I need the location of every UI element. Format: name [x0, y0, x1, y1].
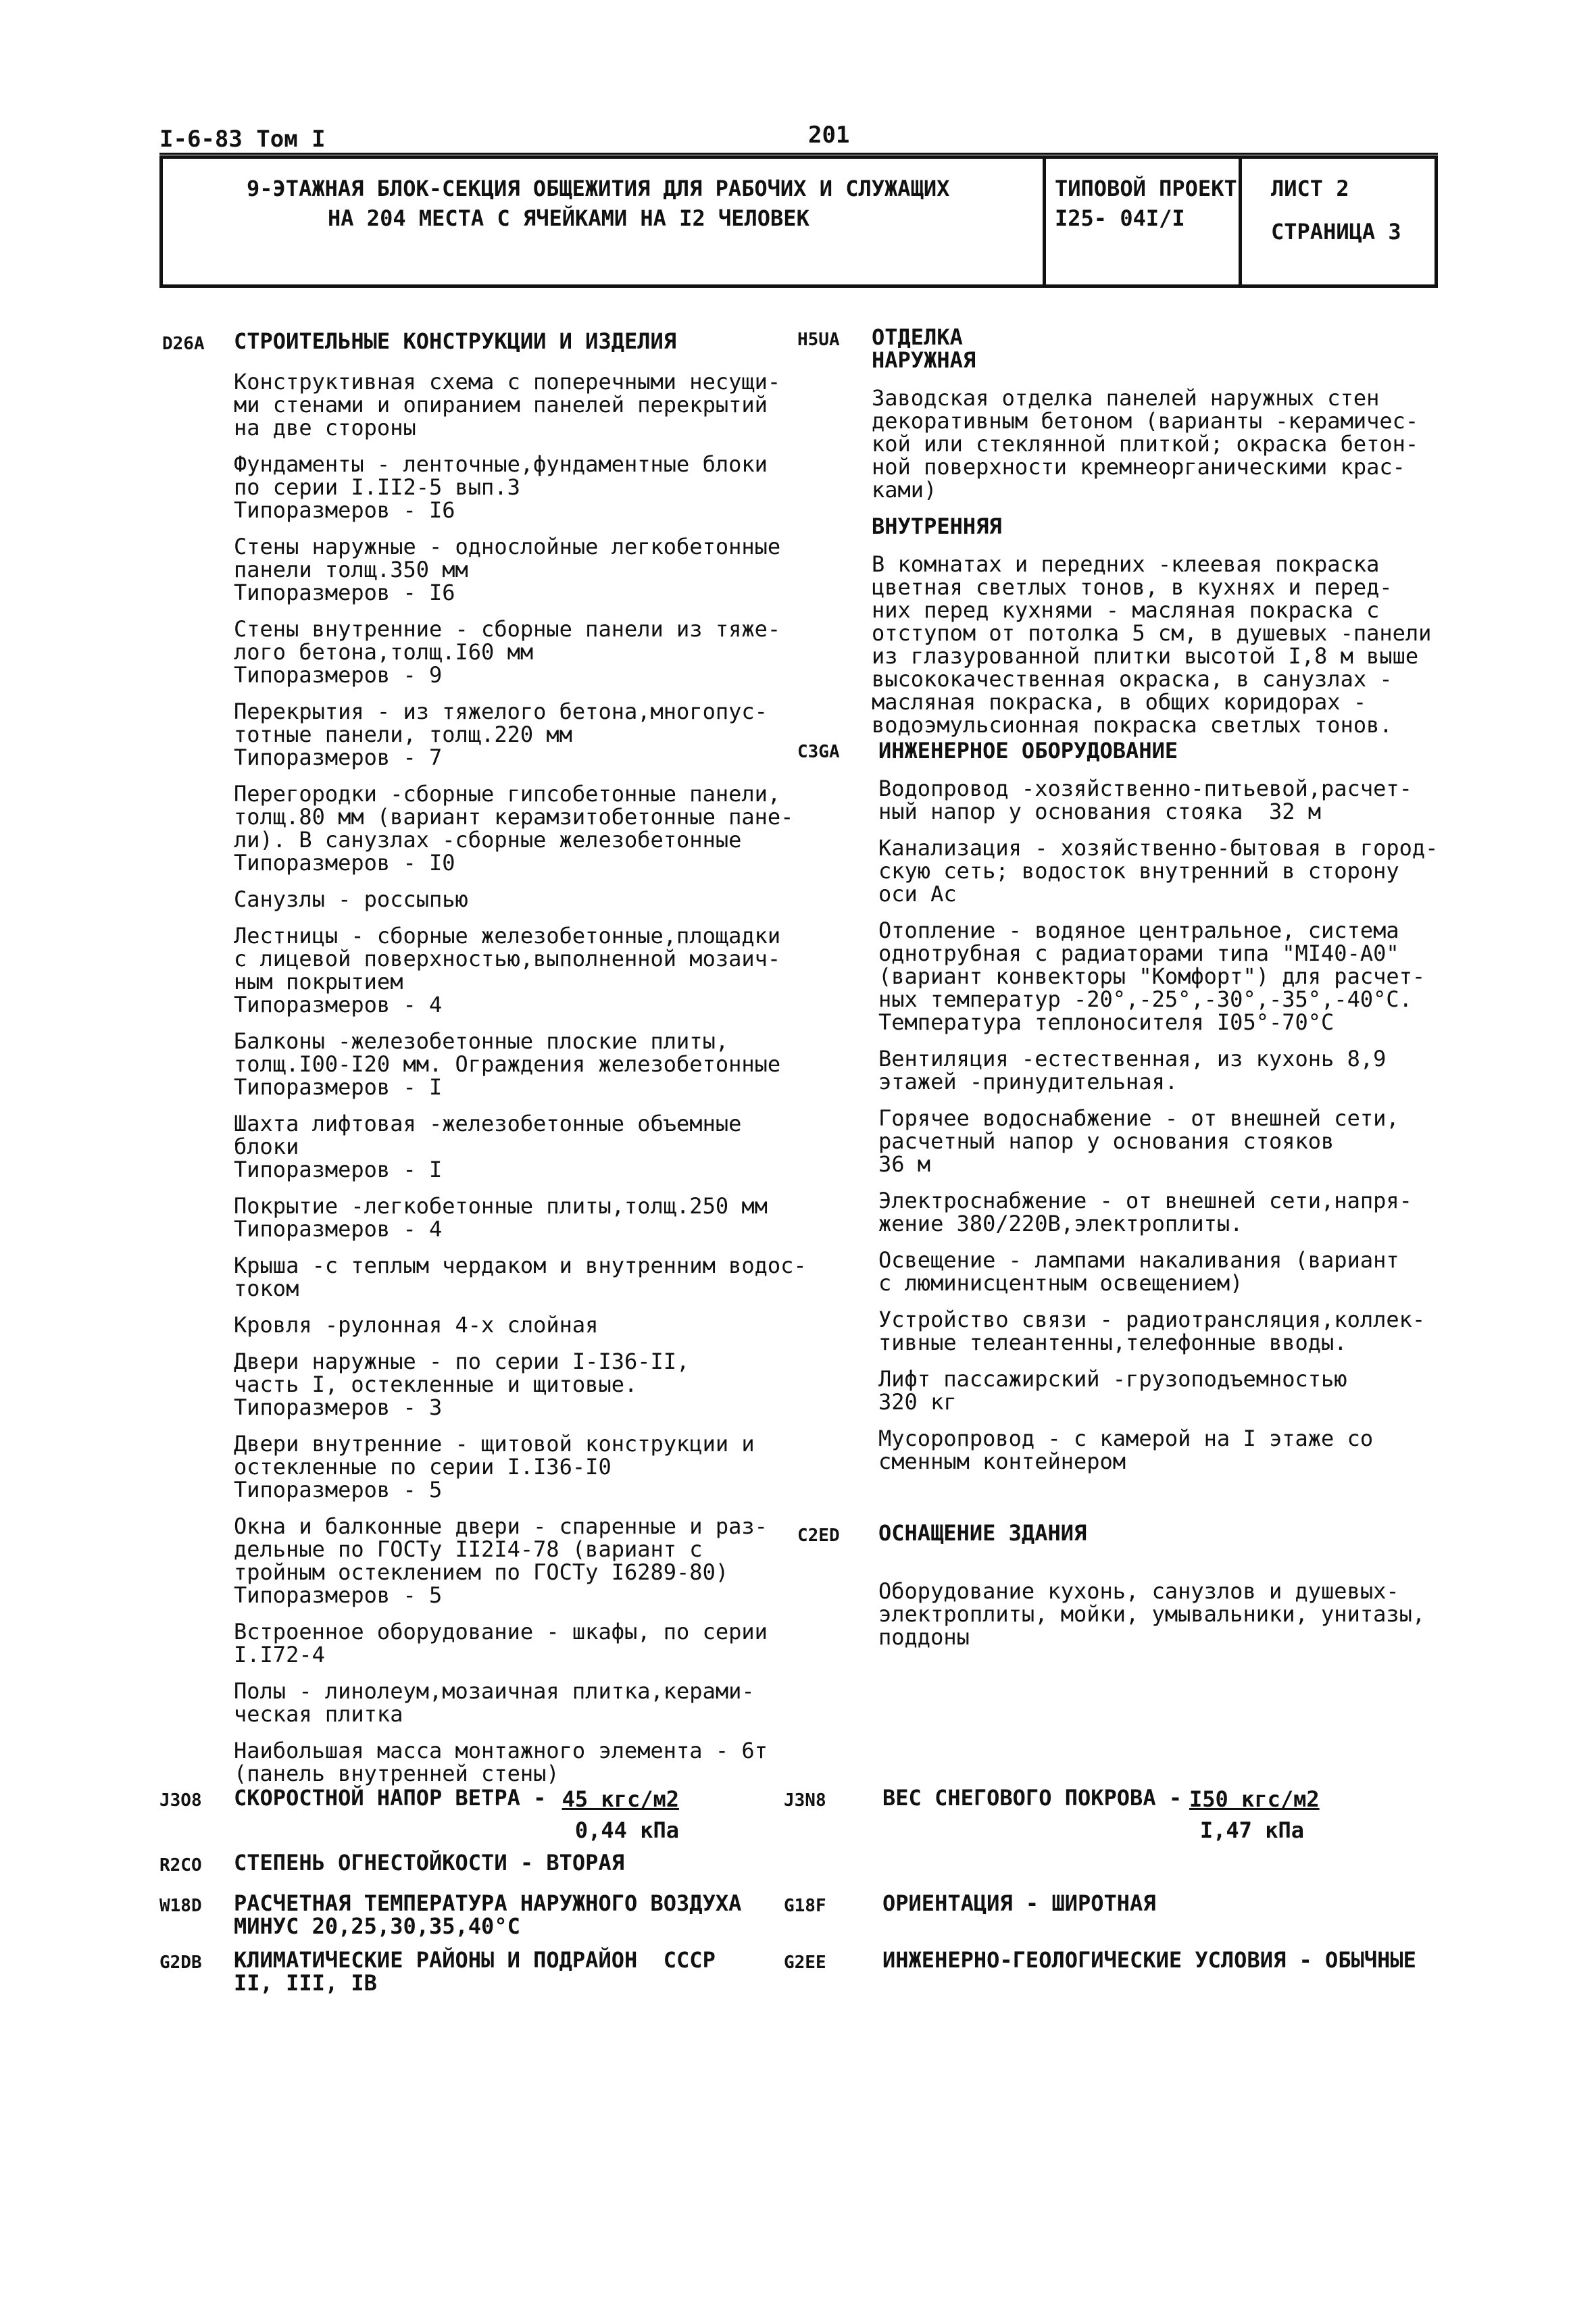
- doc-ref: I-6-83 Том I: [159, 126, 326, 153]
- wind-code: J3O8: [159, 1790, 202, 1811]
- wind-value-kpa: 0,44 кПа: [574, 1817, 679, 1843]
- construction-item: Стены внутренние - сборные панели из тяже- лого бетона,толщ.I60 мм Типоразмеров - 9: [234, 616, 781, 688]
- construction-item: Перегородки -сборные гипсобетонные панели, толщ.80 мм (вариант керамзитобетонные пане- ли). В санузлах -сборные железобетонные Типоразмеров - I0: [234, 781, 794, 876]
- wind-label: СКОРОСТНОЙ НАПОР ВЕТРА -: [234, 1785, 559, 1811]
- sheet-label: ЛИСТ 2: [1271, 176, 1349, 201]
- equipment-text: Оборудование кухонь, санузлов и душевых- электроплиты, мойки, умывальники, унитазы, поддоны: [878, 1578, 1426, 1650]
- snow-code: J3N8: [784, 1790, 826, 1811]
- fire-code: R2CO: [159, 1855, 202, 1876]
- finish-heading: ОТДЕЛКА НАРУЖНАЯ: [872, 324, 976, 373]
- project-label: ТИПОВОЙ ПРОЕКТ: [1055, 176, 1237, 201]
- orientation-code: G18F: [784, 1896, 826, 1916]
- finish-outer-text: Заводская отделка панелей наружных стен декоративным бетоном (варианты -керамичес- кой или стеклянной плиткой; окраска бетон- ной поверхности кремнеорганическими крас- ками): [872, 385, 1419, 503]
- geology-conditions: ИНЖЕНЕРНО-ГЕОЛОГИЧЕСКИЕ УСЛОВИЯ - ОБЫЧНЫЕ: [882, 1947, 1416, 1973]
- snow-value: I50 кгс/м2: [1189, 1786, 1320, 1812]
- engineering-item: Устройство связи - радиотрансляция,коллек- тивные телеантенны,телефонные вводы.: [878, 1307, 1426, 1355]
- construction-item: Фундаменты - ленточные,фундаментные блоки по серии I.II2-5 вып.3 Типоразмеров - I6: [234, 451, 768, 523]
- left-heading: СТРОИТЕЛЬНЫЕ КОНСТРУКЦИИ И ИЗДЕЛИЯ: [234, 328, 677, 354]
- sheet-divider: [1239, 159, 1242, 284]
- engineering-item: Канализация - хозяйственно-бытовая в город- скую сеть; водосток внутренний в сторону оси Ас: [878, 835, 1439, 907]
- construction-item: Полы - линолеум,мозаичная плитка,керами- ческая плитка: [234, 1678, 755, 1727]
- construction-item: Кровля -рулонная 4-х слойная: [234, 1312, 599, 1338]
- construction-item: Покрытие -легкобетонные плиты,толщ.250 мм Типоразмеров - 4: [234, 1193, 768, 1242]
- engineering-item: Освещение - лампами накаливания (вариант с люминисцентным освещением): [878, 1247, 1399, 1296]
- right-column-engineering: [878, 739, 1493, 1486]
- climate-regions: КЛИМАТИЧЕСКИЕ РАЙОНЫ И ПОДРАЙОН СССР II, III, IВ: [234, 1947, 716, 1996]
- page-label: СТРАНИЦА 3: [1271, 219, 1401, 245]
- construction-item: Окна и балконные двери - спаренные и раз- дельные по ГОСТу II2I4-78 (вариант с тройным остеклением по ГОСТу I6289-80) Типоразмеров - 5: [234, 1513, 768, 1608]
- construction-item: Крыша -с теплым чердаком и внутренним водос- током: [234, 1253, 807, 1301]
- snow-label: ВЕС СНЕГОВОГО ПОКРОВА -: [882, 1785, 1195, 1811]
- climate-code: G2DB: [159, 1953, 202, 1973]
- temperature-code: W18D: [159, 1896, 202, 1916]
- construction-item: Наибольшая масса монтажного элемента - 6т (панель внутренней стены): [234, 1738, 768, 1786]
- engineering-item: Вентиляция -естественная, из кухонь 8,9 этажей -принудительная.: [878, 1046, 1387, 1095]
- finish-inner-text: В комнатах и передних -клеевая покраска цветная светлых тонов, в кухнях и перед- них перед кухнями - масляная покраска с отступом от потолка 5 см, в душевых -панели из глазурованной плитки высотой I,8 м выше высококачественная окраска, в санузлах - масляная покраска, в общих коридорах - водоэмульсионная покраска светлых тонов.: [872, 551, 1432, 738]
- construction-item: Конструктивная схема с поперечными несущи- ми стенами и опиранием панелей перекрытий на две стороны: [234, 369, 781, 441]
- construction-item: Шахта лифтовая -железобетонные объемные блоки Типоразмеров - I: [234, 1111, 742, 1182]
- finish-inner-heading: ВНУТРЕННЯЯ: [872, 513, 1002, 539]
- construction-item: Стены наружные - однослойные легкобетонные панели толщ.350 мм Типоразмеров - I6: [234, 534, 781, 605]
- page-number: 201: [808, 122, 850, 149]
- construction-item: Встроенное оборудование - шкафы, по серии I.I72-4: [234, 1619, 768, 1667]
- construction-item: Двери наружные - по серии I-I36-II, часть I, остекленные и щитовые. Типоразмеров - 3: [234, 1349, 690, 1420]
- fire-resistance: СТЕПЕНЬ ОГНЕСТОЙКОСТИ - ВТОРАЯ: [234, 1850, 624, 1876]
- snow-value-kpa: I,47 кПа: [1199, 1817, 1304, 1843]
- engineering-item: Мусоропровод - с камерой на I этаже со сменным контейнером: [878, 1426, 1374, 1474]
- left-column: [234, 370, 815, 1799]
- section-code-engineering: C3GA: [797, 742, 840, 762]
- project-number: I25- 04I/I: [1055, 205, 1185, 231]
- engineering-item: Водопровод -хозяйственно-питьевой,расчет- ный напор у основания стояка 32 м: [878, 776, 1412, 824]
- equipment-heading: ОСНАЩЕНИЕ ЗДАНИЯ: [878, 1520, 1087, 1546]
- engineering-item: Горячее водоснабжение - от внешней сети, расчетный напор у основания стояков 36 м: [878, 1105, 1399, 1177]
- construction-item: Двери внутренние - щитовой конструкции и остекленные по серии I.I36-I0 Типоразмеров - 5: [234, 1431, 755, 1503]
- construction-item: Перекрытия - из тяжелого бетона,многопус- тотные панели, толщ.220 мм Типоразмеров - 7: [234, 699, 768, 770]
- right-column-equipment: [878, 1521, 1493, 1662]
- engineering-item: Электроснабжение - от внешней сети,напря- жение 380/220В,электроплиты.: [878, 1188, 1412, 1236]
- section-code-equipment: C2ED: [797, 1526, 840, 1546]
- wind-value: 45 кгс/м2: [562, 1786, 679, 1812]
- section-code-finish: H5UA: [797, 330, 840, 350]
- header-rule: [159, 153, 1438, 155]
- title-line1: 9-ЭТАЖНАЯ БЛОК-СЕКЦИЯ ОБЩЕЖИТИЯ ДЛЯ РАБОЧИХ И СЛУЖАЩИХ: [247, 176, 950, 201]
- construction-item: Балконы -железобетонные плоские плиты, толщ.I00-I20 мм. Ограждения железобетонные Типоразмеров - I: [234, 1028, 781, 1100]
- construction-item: Лестницы - сборные железобетонные,площадки с лицевой поверхностью,выполненной мозаич- ным покрытием Типоразмеров - 4: [234, 923, 781, 1017]
- orientation: ОРИЕНТАЦИЯ - ШИРОТНАЯ: [882, 1890, 1156, 1916]
- design-temperature: РАСЧЕТНАЯ ТЕМПЕРАТУРА НАРУЖНОГО ВОЗДУХА МИНУС 20,25,30,35,40°С: [234, 1890, 742, 1939]
- title-divider: [1043, 159, 1046, 284]
- construction-item: Санузлы - россыпью: [234, 886, 468, 912]
- title-line2: НА 204 МЕСТА С ЯЧЕЙКАМИ НА I2 ЧЕЛОВЕК: [328, 205, 809, 231]
- engineering-heading: ИНЖЕНЕРНОЕ ОБОРУДОВАНИЕ: [878, 738, 1178, 763]
- title-block: [159, 155, 1438, 288]
- engineering-item: Лифт пассажирский -грузоподъемностью 320 кг: [878, 1366, 1347, 1415]
- section-code-left: D26A: [162, 334, 205, 354]
- geology-code: G2EE: [784, 1953, 826, 1973]
- engineering-item: Отопление - водяное центральное, система однотрубная с радиаторами типа "МI40-А0" (вариант конвекторы "Комфорт") для расчет- ных температур -20°,-25°,-30°,-35°,-40°С. Температура теплоносителя I05°-70°С: [878, 917, 1426, 1035]
- right-column-finish: [872, 326, 1493, 750]
